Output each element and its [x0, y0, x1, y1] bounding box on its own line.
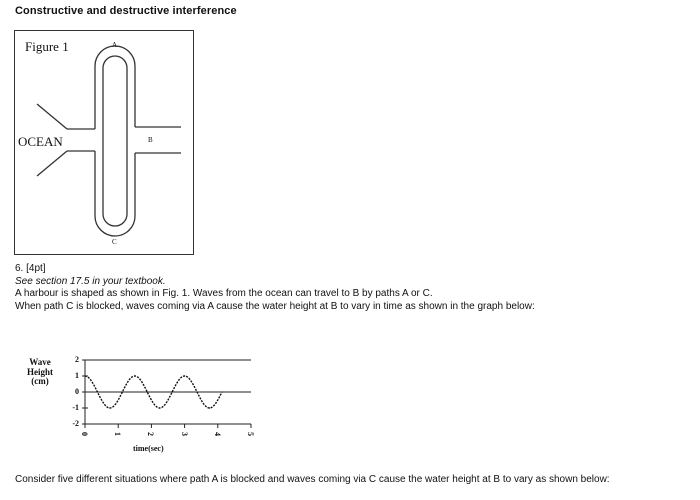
wave-data-point	[172, 391, 173, 392]
outer-loop-bottom	[95, 151, 135, 236]
wave-data-point	[209, 407, 210, 408]
x-tick-label: 1	[113, 432, 123, 436]
page-title: Constructive and destructive interference	[15, 5, 237, 17]
footer-text: Consider five different situations where path A is blocked and waves coming via C cause the water height at B to vary as shown below:	[15, 474, 610, 485]
question-number: 6. [4pt]	[15, 263, 46, 274]
inner-island	[103, 56, 127, 226]
funnel-bottom-line	[37, 151, 67, 176]
path-a-label: A	[112, 41, 118, 49]
y-tick-label: 2	[75, 355, 79, 364]
outer-loop-top	[95, 46, 135, 129]
x-tick-label: 0	[80, 432, 89, 436]
wave-data-point	[97, 391, 98, 392]
y-tick-label: 0	[75, 387, 79, 396]
graph-x-label: time(sec)	[133, 444, 164, 453]
wave-height-graph	[15, 350, 265, 460]
question-block	[15, 263, 685, 313]
wave-data-point	[159, 407, 160, 408]
question-line-1: A harbour is shaped as shown in Fig. 1. Waves from the ocean can travel to B by paths A or C.	[15, 288, 433, 299]
textbook-reference: See section 17.5 in your textbook.	[15, 275, 166, 287]
x-tick-label: 4	[212, 432, 222, 436]
x-tick-label: 3	[179, 432, 189, 436]
wave-data-point	[147, 391, 148, 392]
ylabel-line-1: Wave	[29, 357, 51, 367]
wave-data-point	[122, 391, 123, 392]
x-tick-label: 2	[146, 432, 156, 436]
y-tick-label: -1	[72, 403, 79, 412]
figure-1-harbour-diagram	[14, 30, 194, 255]
path-c-label: C	[112, 238, 117, 246]
wave-data-point	[221, 391, 222, 392]
figure-label: Figure 1	[25, 39, 69, 54]
wave-data-point	[109, 407, 110, 408]
y-tick-label: 1	[75, 371, 79, 380]
funnel-top-line	[37, 104, 67, 129]
wave-data-point	[196, 391, 197, 392]
x-tick-label: 5	[246, 432, 255, 436]
wave-data-point	[184, 375, 185, 376]
wave-data-point	[84, 375, 85, 376]
point-b-label: B	[148, 136, 153, 144]
ylabel-line-3: (cm)	[31, 376, 49, 386]
wave-data-point	[134, 375, 135, 376]
ocean-label: OCEAN	[18, 134, 63, 149]
question-line-2: When path C is blocked, waves coming via A cause the water height at B to vary in time as shown in the graph below:	[15, 300, 535, 312]
ylabel-line-2: Height	[27, 366, 53, 377]
y-tick-label: -2	[72, 419, 79, 428]
